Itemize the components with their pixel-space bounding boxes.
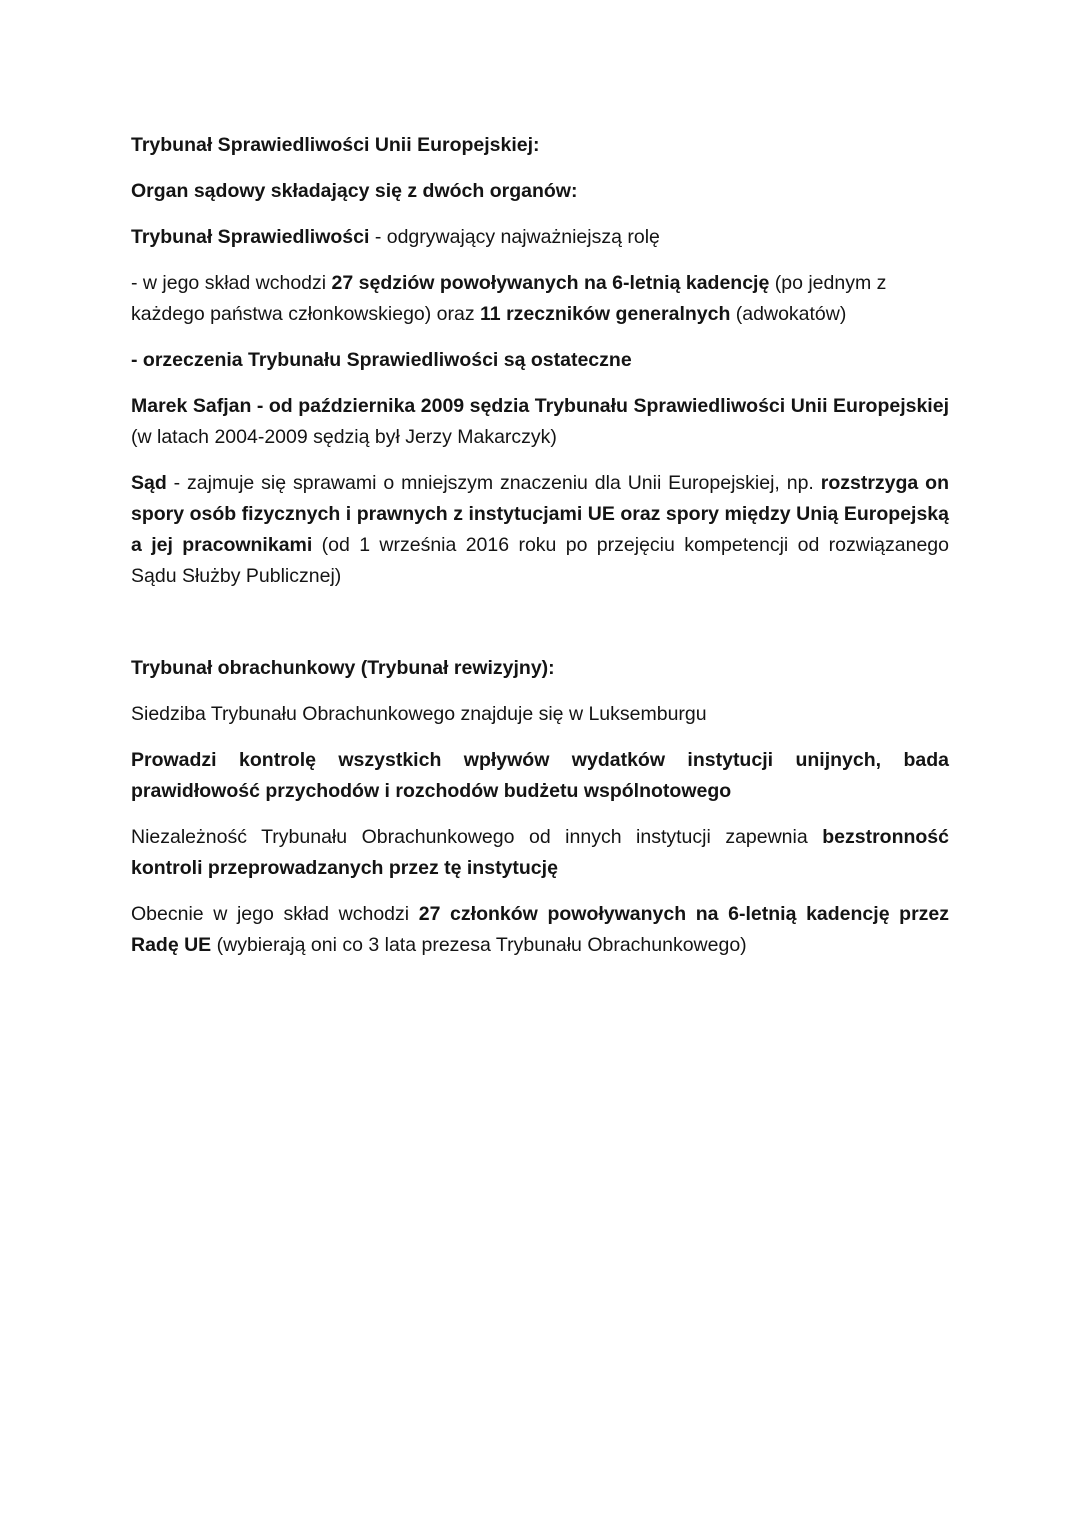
section-heading-court-of-auditors: Trybunał obrachunkowy (Trybunał rewizyjny): [131,657,555,679]
paragraph-control: Prowadzi kontrolę wszystkich wpływów wydatków instytucji unijnych, bada prawidłowość przychodów i rozchodów budżetu wspólnotowego [131,749,949,802]
paragraph-marek-safjan: Marek Safjan - od października 2009 sędzia Trybunału Sprawiedliwości Unii Europejskiej (w latach 2004-2009 sędzią był Jerzy Makarczyk) [131,395,949,448]
section-spacer [131,607,949,653]
section-heading-court-of-justice: Trybunał Sprawiedliwości Unii Europejskiej: [131,134,540,156]
paragraph-seat: Siedziba Trybunału Obrachunkowego znajduje się w Luksemburgu [131,703,707,725]
paragraph-general-court: Sąd - zajmuje się sprawami o mniejszym znaczeniu dla Unii Europejskiej, np. rozstrzyga on spory osób fizycznych i prawnych z instytucjami UE oraz spory między Unią Europejską a jej pracownikami (od 1 września 2016 roku po przejęciu kompetencji od rozwiązanego Sądu Służby Publicznej) [131,472,949,587]
paragraph-rulings-final: - orzeczenia Trybunału Sprawiedliwości są ostateczne [131,349,632,371]
document-page [131,130,949,976]
paragraph-members: Obecnie w jego skład wchodzi 27 członków powoływanych na 6-letnią kadencję przez Radę UE (wybierają oni co 3 lata prezesa Trybunału Obrachunkowego) [131,903,950,956]
paragraph-composition: - w jego skład wchodzi 27 sędziów powoływanych na 6-letnią kadencję (po jednym z każdego państwa członkowskiego) oraz 11 rzeczników generalnych (adwokatów) [131,272,887,325]
section-subheading: Organ sądowy składający się z dwóch organów: [131,180,578,202]
paragraph-independence: Niezależność Trybunału Obrachunkowego od innych instytucji zapewnia bezstronność kontroli przeprowadzanych przez tę instytucję [131,826,949,879]
paragraph-court-of-justice: Trybunał Sprawiedliwości - odgrywający najważniejszą rolę [131,226,660,248]
